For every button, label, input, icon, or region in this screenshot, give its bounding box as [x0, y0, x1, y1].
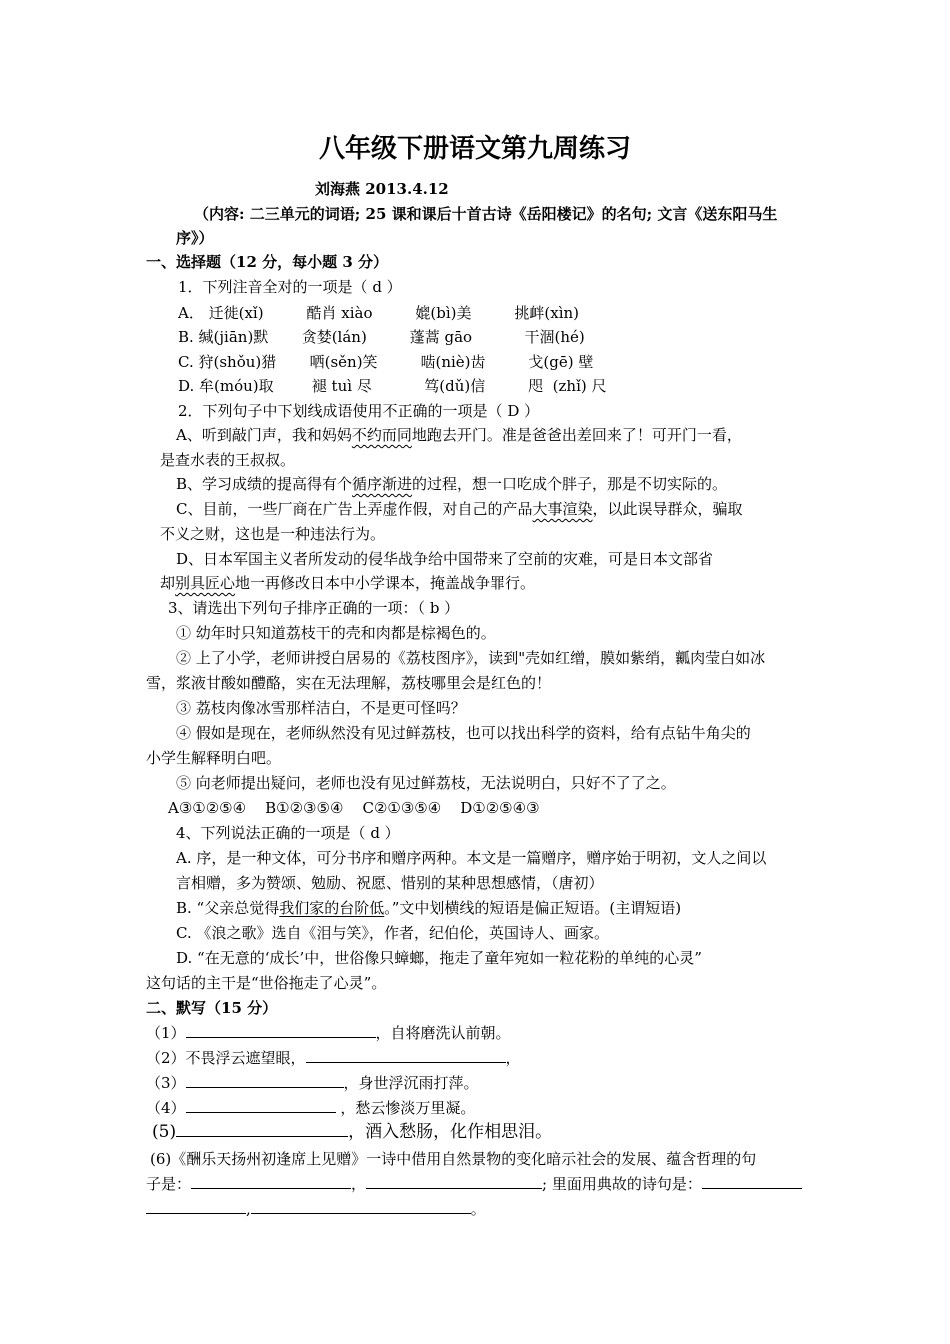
q4-option-c: C. 《浪之歌》选自《泪与笑》，作者，纪伯伦，英国诗人、画家。 [176, 924, 609, 942]
q1-option-c: C. 狩(shǒu)猎 哂(sěn)笑 啮(niè)齿 戈(gē) 壁 [178, 353, 594, 371]
q2-a-post: 地跑去开门。准是爸爸出差回来了！可开门一看， [411, 426, 742, 444]
q2-a-pre: A、听到敲门声，我和妈妈 [176, 426, 352, 444]
item6-blank-4[interactable] [146, 1198, 246, 1214]
item4-label: （4） [146, 1099, 186, 1117]
q2-option-b [176, 473, 727, 495]
q1-option-a: A． 迁徙(xǐ) 酷肖 xiào 媲(bì)美 挑衅(xìn) [178, 304, 580, 322]
item5-text: ，酒入愁肠，化作相思泪。 [348, 1122, 553, 1142]
item3-text: ，身世浮沉雨打萍。 [343, 1074, 479, 1092]
q2-option-c-cont: 不义之财，这也是一种违法行为。 [160, 525, 386, 543]
item1-label: （1） [146, 1024, 186, 1042]
q4-option-d: D. “在无意的‘成长’中，世俗像只蟑螂，拖走了童年宛如一粒花粉的单纯的心灵” [176, 949, 702, 967]
item4-text: ，愁云惨淡万里凝。 [335, 1099, 476, 1117]
author-date: 刘海燕 2013.4.12 [315, 180, 449, 198]
q3-sentence-2-cont: 雪，浆液甘酸如醴酪，实在无法理解，荔枝哪里会是红色的！ [146, 674, 552, 692]
q2-option-a-cont: 是查水表的王叔叔。 [160, 451, 296, 469]
section2-heading: 二、默写（15 分） [146, 999, 278, 1017]
item6-end: 。 [470, 1200, 486, 1218]
q2-option-d-cont [160, 572, 535, 594]
item6-pre: 子是： [146, 1175, 192, 1193]
q2-b-idiom: 循序渐进 [352, 475, 413, 493]
q1-option-b: B. 缄(jiān)默 贪婪(lán) 蓬蒿 gāo 干涸(hé) [178, 328, 585, 346]
dictation-item-2 [146, 1047, 521, 1069]
dictation-item-5 [152, 1121, 552, 1143]
q2-a-idiom: 不约而同 [351, 426, 412, 444]
q3-sentence-5: ⑤ 向老师提出疑问，老师也没有见过鲜荔枝，无法说明白，只好不了了之。 [176, 774, 676, 792]
q3-stem: 3、请选出下列句子排序正确的一项：（ b ） [168, 599, 460, 617]
item3-answer-blank[interactable] [186, 1072, 344, 1088]
q2-d-pre: 却 [160, 574, 176, 592]
item2-answer-blank[interactable] [306, 1047, 506, 1063]
q4-option-d-cont: 这句话的主干是“世俗拖走了心灵”。 [146, 974, 387, 992]
dictation-item-6-line3 [146, 1198, 486, 1220]
q3-sentence-1: ① 幼年时只知道荔枝干的壳和肉都是棕褐色的。 [176, 624, 496, 642]
page-title: 八年级下册语文第九周练习 [318, 134, 631, 164]
item5-label: (5) [152, 1122, 177, 1142]
item6-blank-3[interactable] [702, 1173, 802, 1189]
item5-answer-blank[interactable] [176, 1121, 348, 1137]
dictation-item-1 [146, 1022, 511, 1044]
q2-d-post: 地一再修改日本中小学课本，掩盖战争罪行。 [235, 574, 536, 592]
q2-c-idiom: 大事渲染 [532, 500, 593, 518]
item6-mid2: ; 里面用典故的诗句是： [542, 1175, 702, 1193]
q2-c-post: ，以此误导群众，骗取 [592, 500, 743, 518]
q1-option-d: D. 牟(móu)取 褪 tuì 尽 笃(dǔ)信 咫 (zhǐ) 尺 [178, 377, 607, 395]
q4-b-underlined: 我们家的台阶低 [279, 899, 385, 917]
item6-sep: , [246, 1200, 251, 1218]
q2-d-idiom: 别具匠心 [175, 574, 236, 592]
q3-sentence-4-cont: 小学生解释明白吧。 [146, 749, 282, 767]
q4-b-post: 。”文中划横线的短语是偏正短语。(主谓短语) [384, 899, 682, 917]
item6-mid1: ， [351, 1175, 367, 1193]
item1-text: ，自将磨洗认前朝。 [375, 1024, 511, 1042]
q2-b-post: 的过程，想一口吃成个胖子，那是不切实际的。 [412, 475, 728, 493]
q4-option-b [176, 897, 681, 919]
content-note-line1: （内容: 二三单元的词语; 25 课和课后十首古诗《岳阳楼记》的名句; 文言《送东阳马生 [194, 205, 778, 223]
q2-stem: 2．下列句子中下划线成语使用不正确的一项是（ D ） [178, 402, 540, 420]
dictation-item-6: (6)《酬乐天扬州初逢席上见赠》一诗中借用自然景物的变化暗示社会的发展、蕴含哲理的句 [150, 1150, 757, 1168]
item3-label: （3） [146, 1074, 186, 1092]
q2-option-d: D、日本军国主义者所发动的侵华战争给中国带来了空前的灾难，可是日本文部省 [176, 550, 714, 568]
q1-stem: 1．下列注音全对的一项是（ d ） [178, 278, 402, 296]
item6-blank-1[interactable] [191, 1173, 351, 1189]
item1-answer-blank[interactable] [186, 1022, 376, 1038]
section1-heading: 一、选择题（12 分，每小题 3 分） [146, 253, 388, 271]
q2-c-pre: C、目前，一些厂商在广告上弄虚作假，对自己的产品 [176, 500, 533, 518]
q2-b-pre: B、学习成绩的提高得有个 [176, 475, 353, 493]
content-note-line2: 序》） [176, 229, 214, 247]
item2-text: ， [505, 1049, 521, 1067]
q3-sentence-4: ④ 假如是现在，老师纵然没有见过鲜荔枝，也可以找出科学的资料，给有点钻牛角尖的 [176, 724, 751, 742]
item6-blank-2[interactable] [366, 1173, 542, 1189]
q3-sentence-2: ② 上了小学，老师讲授白居易的《荔枝图序》，读到"壳如红缯，膜如紫绡，瓤肉莹白如冰 [176, 649, 766, 667]
q3-sentence-3: ③ 荔枝肉像冰雪那样洁白，不是更可怪吗？ [176, 699, 466, 717]
q2-option-c [176, 498, 743, 520]
q4-stem: 4、下列说法正确的一项是（ d ） [176, 824, 400, 842]
dictation-item-4 [146, 1097, 475, 1119]
item2-label: （2）不畏浮云遮望眼， [146, 1049, 306, 1067]
item4-answer-blank[interactable] [186, 1097, 336, 1113]
q4-option-a: A. 序，是一种文体，可分书序和赠序两种。本文是一篇赠序，赠序始于明初，文人之间以 [176, 849, 767, 867]
dictation-item-6-line2 [146, 1173, 802, 1195]
q2-option-a [176, 424, 742, 446]
dictation-item-3 [146, 1072, 479, 1094]
q4-option-a-cont: 言相赠，多为赞颂、勉励、祝愿、惜别的某种思想感情，（唐初） [176, 874, 604, 892]
q4-b-pre: B. “父亲总觉得 [176, 899, 280, 917]
q3-options: A③①②⑤④ B①②③⑤④ C②①③⑤④ D①②⑤④③ [168, 799, 540, 817]
item6-blank-5[interactable] [251, 1198, 471, 1214]
